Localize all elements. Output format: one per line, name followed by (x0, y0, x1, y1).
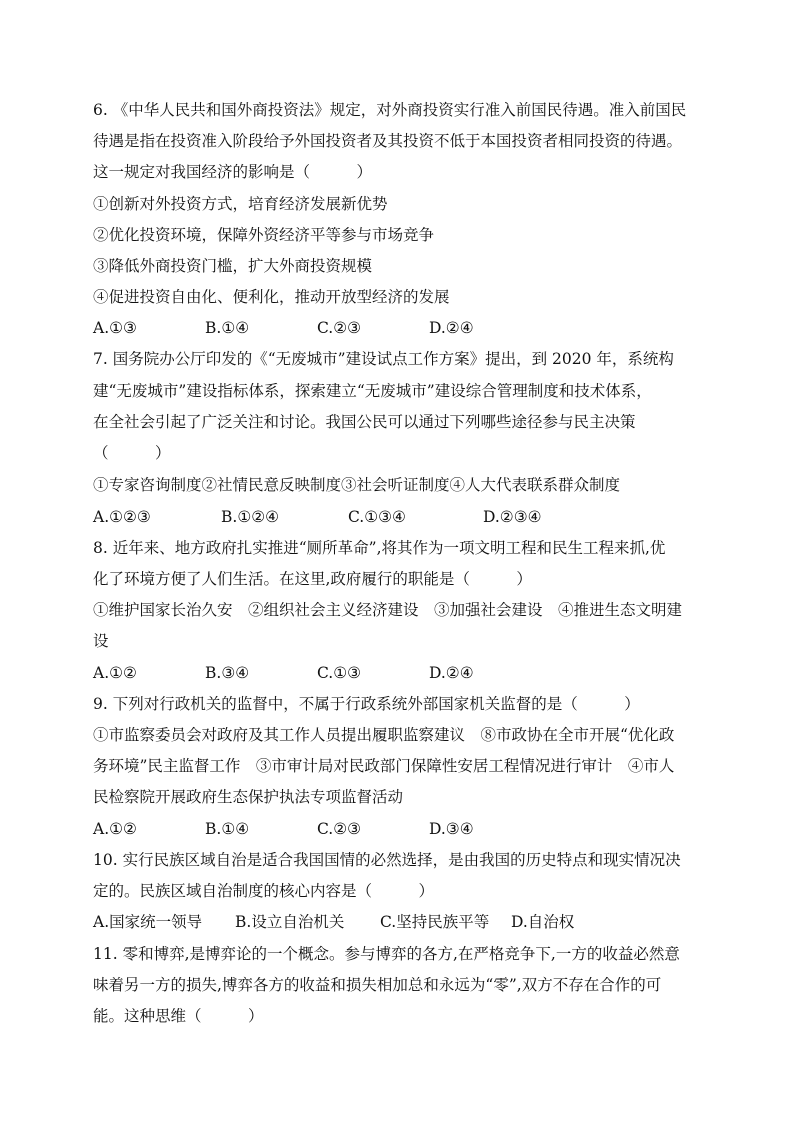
q8-option-a: A.①② (93, 664, 137, 682)
q8-stem-line-1: 8. 近年来、地方政府扎实推进“厕所革命”,将其作为一项文明工程和民生工程来抓,优 (93, 539, 666, 557)
q6-option-d: D.②④ (429, 319, 474, 337)
q6-statement-3: ③降低外商投资门槛，扩大外商投资规模 (93, 257, 373, 275)
q6-stem-line-1: 6. 《中华人民共和国外商投资法》规定，对外商投资实行准入前国民待遇。准入前国民 (93, 101, 687, 119)
q10-stem-line-2: 定的。民族区域自治制度的核心内容是（ ） (93, 882, 435, 900)
q7-statements: ①专家咨询制度②社情民意反映制度③社会听证制度④人大代表联系群众制度 (93, 476, 621, 494)
q6-statement-4: ④促进投资自由化、便利化，推动开放型经济的发展 (93, 288, 450, 306)
q7-option-b: B.①②④ (221, 508, 280, 526)
q11-stem-line-1: 11. 零和博弈,是博弈论的一个概念。参与博弈的各方,在严格竞争下,一方的收益必然意 (93, 945, 680, 963)
q9-option-d: D.③④ (429, 820, 474, 838)
q10-option-b: B.设立自治机关 (235, 913, 345, 931)
q6-stem-line-3: 这一规定对我国经济的影响是（ ） (93, 163, 373, 181)
q6-option-b: B.①④ (205, 319, 250, 337)
q9-option-a: A.①② (93, 820, 137, 838)
q9-statements-line-1: ①市监察委员会对政府及其工作人员提出履职监察建议 ⑧市政协在全市开展“优化政 (93, 726, 675, 744)
q9-stem: 9. 下列对行政机关的监督中，不属于行政系统外部国家机关监督的是（ ） (93, 695, 640, 713)
q11-stem-line-3: 能。这种思维（ ） (93, 1007, 264, 1025)
q7-stem-line-3: 在全社会引起了广泛关注和讨论。我国公民可以通过下列哪些途径参与民主决策 (93, 413, 636, 431)
q11-stem-line-2: 味着另一方的损失,博弈各方的收益和损失相加总和永远为“零”,双方不存在合作的可 (93, 976, 662, 994)
q9-option-b: B.①④ (205, 820, 250, 838)
q8-stem-line-2: 化了环境方便了人们生活。在这里,政府履行的职能是（ ） (93, 570, 532, 588)
q7-stem-line-2: 建“无废城市”建设指标体系，探索建立“无废城市”建设综合管理制度和技术体系， (93, 382, 652, 400)
q7-stem-line-4: （ ） (93, 444, 171, 462)
q6-stem-line-2: 待遇是指在投资准入阶段给予外国投资者及其投资不低于本国投资者相同投资的待遇。 (93, 132, 683, 150)
q8-option-c: C.①③ (317, 664, 362, 682)
q8-statements-line-2: 设 (93, 632, 109, 650)
q7-option-d: D.②③④ (483, 508, 542, 526)
q9-option-c: C.②③ (317, 820, 362, 838)
q6-option-a: A.①③ (93, 319, 137, 337)
q10-option-c: C.坚持民族平等 (380, 913, 490, 931)
q8-statements-line-1: ①维护国家长治久安 ②组织社会主义经济建设 ③加强社会建设 ④推进生态文明建 (93, 601, 683, 619)
q9-statements-line-2: 务环境”民主监督工作 ③市审计局对民政部门保障性安居工程情况进行审计 ④市人 (93, 757, 675, 775)
q10-option-a: A.国家统一领导 (93, 913, 203, 931)
q8-option-d: D.②④ (429, 664, 474, 682)
q10-option-d: D.自治权 (511, 913, 575, 931)
q7-option-c: C.①③④ (348, 508, 406, 526)
q6-option-c: C.②③ (317, 319, 362, 337)
q7-option-a: A.①②③ (93, 508, 151, 526)
q10-stem-line-1: 10. 实行民族区域自治是适合我国国情的必然选择，是由我国的历史特点和现实情况决 (93, 851, 681, 869)
q8-option-b: B.③④ (205, 664, 250, 682)
q6-statement-2: ②优化投资环境，保障外资经济平等参与市场竞争 (93, 226, 435, 244)
q6-statement-1: ①创新对外投资方式，培育经济发展新优势 (93, 195, 388, 213)
q9-statements-line-3: 民检察院开展政府生态保护执法专项监督活动 (93, 788, 404, 806)
q7-stem-line-1: 7. 国务院办公厅印发的《“无废城市”建设试点工作方案》提出，到 2020 年，系统构 (93, 350, 674, 368)
